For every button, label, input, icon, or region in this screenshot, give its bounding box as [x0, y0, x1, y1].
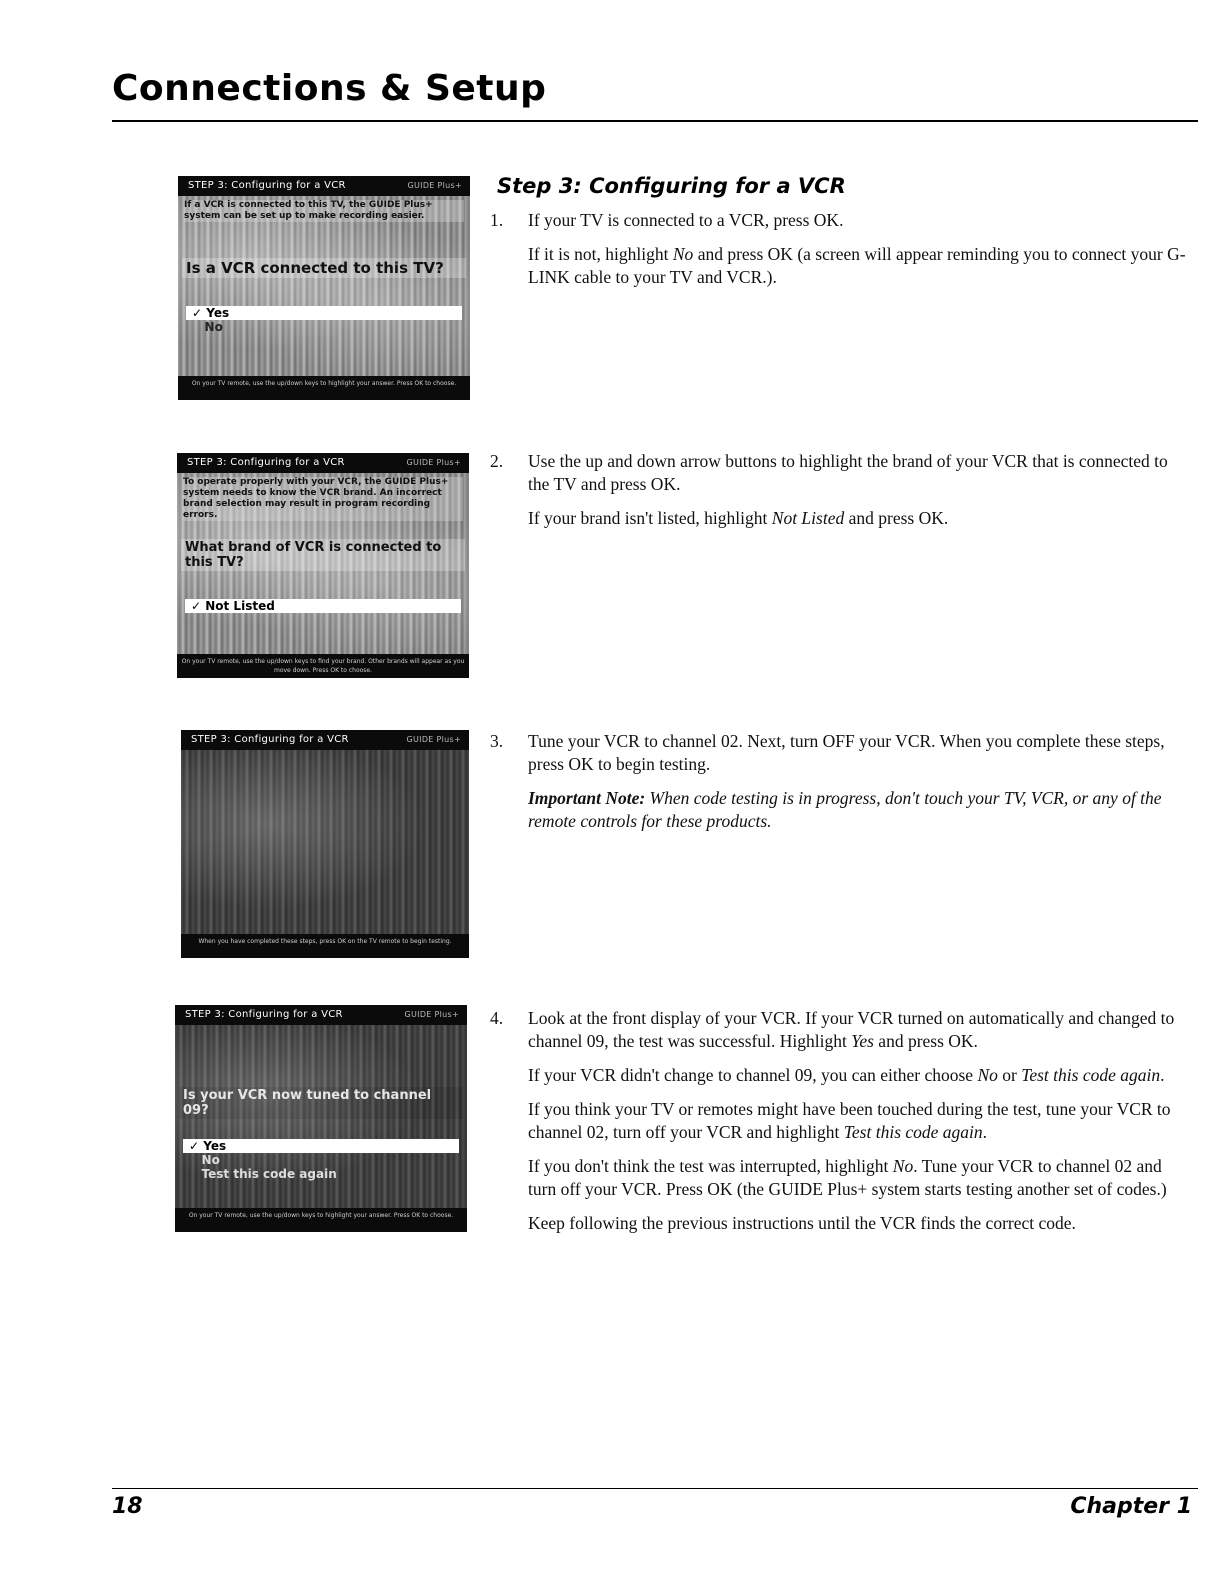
- screen-title-bar: [181, 730, 469, 750]
- note-label: Important Note:: [528, 788, 646, 808]
- important-note: [528, 787, 1190, 833]
- screen-title: STEP 3: Configuring for a VCR: [191, 734, 349, 745]
- emphasis: Test this code again: [843, 1122, 983, 1142]
- screen-question: Is a VCR connected to this TV?: [182, 258, 466, 278]
- option-test-again: [183, 1167, 459, 1181]
- step-paragraph: [528, 1064, 1190, 1087]
- step-heading: Step 3: Configuring for a VCR: [497, 174, 846, 198]
- step-paragraph: [528, 243, 1190, 289]
- option-label: No: [201, 1153, 220, 1167]
- screen-title-bar: [175, 1005, 467, 1025]
- text-run: and press OK.: [844, 508, 949, 528]
- step-paragraph: Use the up and down arrow buttons to highlight the brand of your VCR that is connected to the TV and press OK.: [528, 451, 1168, 494]
- step-number: 4.: [490, 1008, 504, 1028]
- screen-title: STEP 3: Configuring for a VCR: [185, 1009, 343, 1020]
- option-no: [186, 320, 462, 334]
- text-run: Look at the front display of your VCR. If your VCR turned on automatically and changed to channel 09, the test was successful. Highlight: [528, 1008, 1175, 1051]
- text-run: or: [997, 1065, 1022, 1085]
- emphasis: Yes: [851, 1031, 874, 1051]
- option-yes: ✓ Yes: [186, 306, 462, 320]
- step-4: [490, 1007, 1190, 1246]
- step-paragraph: [528, 1155, 1190, 1201]
- screen-footer: When you have completed these steps, press OK on the TV remote to begin testing.: [181, 934, 469, 958]
- screen-background: [181, 750, 469, 934]
- option-not-listed: ✓ Not Listed: [185, 599, 461, 613]
- step-number: 2.: [490, 451, 504, 471]
- text-run: If your VCR didn't change to channel 09, you can either choose: [528, 1065, 978, 1085]
- tv-screenshot-1: [178, 176, 470, 400]
- emphasis: No: [672, 244, 694, 264]
- emphasis: When code testing is in progress, don't touch your TV, VCR, or any of the remote controls for these products.: [528, 788, 1162, 831]
- screen-intro: If a VCR is connected to this TV, the GUIDE Plus+ system can be set up to make recording easier.: [184, 200, 464, 222]
- screen-title-bar: [177, 453, 469, 473]
- guide-plus-logo: GUIDE Plus+: [404, 1010, 459, 1019]
- tv-screenshot-3: [181, 730, 469, 958]
- guide-plus-logo: GUIDE Plus+: [406, 735, 461, 744]
- option-label: Test this code again: [201, 1167, 337, 1181]
- screen-question: What brand of VCR is connected to this TV?: [181, 539, 465, 571]
- text-run: .: [982, 1122, 988, 1142]
- step-paragraph: [528, 1007, 1190, 1053]
- text-run: . Tune your VCR to channel 02 and turn off your VCR. Press OK (the GUIDE Plus+ system starts testing another set of codes.): [528, 1156, 1167, 1199]
- text-run: and press OK (a screen will appear reminding you to connect your G-LINK cable to your TV and VCR.).: [528, 244, 1186, 287]
- step-1: [490, 209, 1190, 300]
- screen-question: Is your VCR now tuned to channel 09?: [179, 1087, 463, 1119]
- page-title: Connections & Setup: [112, 68, 547, 109]
- emphasis: No: [977, 1065, 998, 1085]
- step-number: 1.: [490, 210, 504, 230]
- page-number: 18: [112, 1494, 143, 1519]
- screen-intro: To operate properly with your VCR, the GUIDE Plus+ system needs to know the VCR brand. An incorrect brand selection may result in program recording errors.: [183, 477, 463, 521]
- step-paragraph: Tune your VCR to channel 02. Next, turn OFF your VCR. When you complete these steps, press OK to begin testing.: [528, 731, 1165, 774]
- text-run: If you don't think the test was interrupted, highlight: [528, 1156, 893, 1176]
- step-paragraph: If your TV is connected to a VCR, press OK.: [528, 210, 844, 230]
- step-paragraph: Keep following the previous instructions until the VCR finds the correct code.: [528, 1213, 1076, 1233]
- screen-footer: On your TV remote, use the up/down keys to highlight your answer. Press OK to choose.: [175, 1208, 467, 1232]
- tv-screenshot-4: [175, 1005, 467, 1232]
- step-3: [490, 730, 1190, 844]
- guide-plus-logo: GUIDE Plus+: [406, 458, 461, 467]
- option-yes: ✓ Yes: [183, 1139, 459, 1153]
- screen-footer: On your TV remote, use the up/down keys to highlight your answer. Press OK to choose.: [178, 376, 470, 400]
- chapter-label: Chapter 1: [1070, 1494, 1192, 1519]
- option-no: [183, 1153, 459, 1167]
- screen-footer: On your TV remote, use the up/down keys to find your brand. Other brands will appear as you move down. Press OK to choose.: [177, 654, 469, 678]
- option-label: No: [204, 320, 223, 334]
- screen-title: STEP 3: Configuring for a VCR: [187, 457, 345, 468]
- step-2: [490, 450, 1190, 541]
- step-number: 3.: [490, 731, 504, 751]
- text-run: If you think your TV or remotes might have been touched during the test, tune your VCR to channel 02, turn off your VCR and highlight: [528, 1099, 1171, 1142]
- option-label: Yes: [206, 306, 230, 320]
- option-label: Yes: [203, 1139, 227, 1153]
- screen-background: [178, 196, 470, 376]
- step-paragraph: [528, 1098, 1190, 1144]
- emphasis: Not Listed: [771, 508, 845, 528]
- step-paragraph: [528, 507, 1190, 530]
- text-run: .: [1160, 1065, 1165, 1085]
- option-label: Not Listed: [205, 599, 275, 613]
- emphasis: No: [892, 1156, 914, 1176]
- emphasis: Test this code again: [1021, 1065, 1161, 1085]
- text-run: If it is not, highlight: [528, 244, 673, 264]
- guide-plus-logo: GUIDE Plus+: [407, 181, 462, 190]
- screen-title: STEP 3: Configuring for a VCR: [188, 180, 346, 191]
- screen-title-bar: [178, 176, 470, 196]
- footer-rule: [112, 1488, 1198, 1489]
- text-run: If your brand isn't listed, highlight: [528, 508, 772, 528]
- title-rule: [112, 120, 1198, 122]
- tv-screenshot-2: [177, 453, 469, 678]
- text-run: and press OK.: [873, 1031, 978, 1051]
